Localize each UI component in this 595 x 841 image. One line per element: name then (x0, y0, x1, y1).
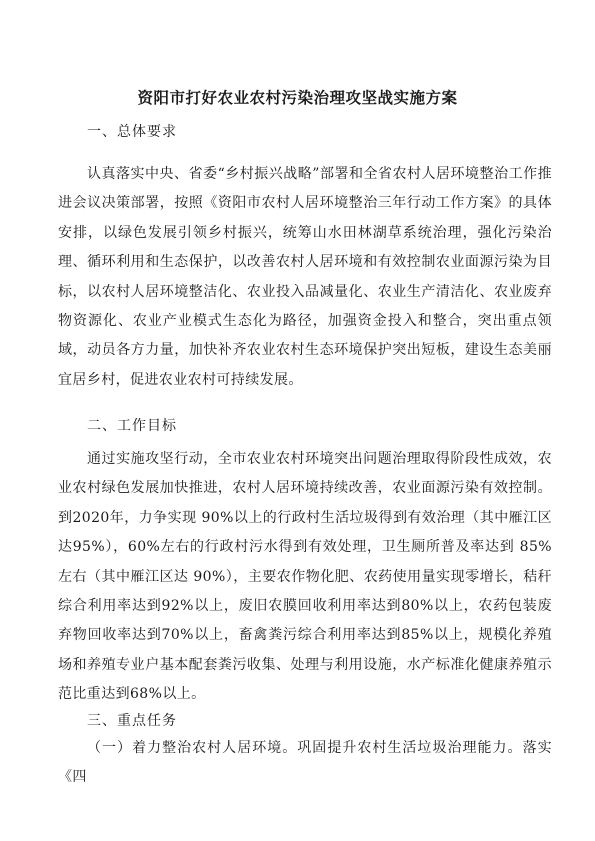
section-body-general-requirements: 认真落实中央、省委“乡村振兴战略”部署和全省农村人居环境整治工作推进会议决策部署，按照《资阳市农村人居环境整治三年行动工作方案》的具体安排，以绿色发展引领乡村振兴，统筹山水田林湖草系统治理，强化污染治理、循环利用和生态保护，以改善农村人居环境和有效控制农业面源污染为目标，以农村人居环境整洁化、农业投入品减量化、农业生产清洁化、农业废弃物资源化、农业产业模式生态化为路径，加强资金投入和整合，突出重点领域，动员各方力量，加快补齐农业农村生态环境保护突出短板，建设生态美丽宜居乡村，促进农业农村可持续发展。 (58, 166, 552, 388)
section-body-work-goals: 通过实施攻坚行动，全市农业农村环境突出问题治理取得阶段性成效，农业农村绿色发展加快推进，农村人居环境持续改善，农业面源污染有效控制。到2020年，力争实现 90%以上的行政村生活垃圾得到有效治理（其中雁江区达95%），60%左右的行政村污水得到有效处理，卫生厕所普及率达到 85%左右（其中雁江区达 90%），主要农作物化肥、农药使用量实现零增长，秸秆综合利用率达到92%以上，废旧农膜回收利用率达到80%以上，农药包装废弃物回收率达到70%以上，畜禽粪污综合利用率达到85%以上，规模化养殖场和养殖专业户基本配套粪污收集、处理与利用设施，水产标准化健康养殖示范比重达到68%以上。 (58, 451, 552, 703)
section-body-key-tasks: （一）着力整治农村人居环境。巩固提升农村生活垃圾治理能力。落实《四 (58, 740, 552, 786)
section-heading-key-tasks: 三、重点任务 (87, 713, 177, 729)
document-title: 资阳市打好农业农村污染治理攻坚战实施方案 (137, 89, 458, 107)
section-heading-general-requirements: 一、总体要求 (87, 124, 177, 140)
section-heading-work-goals: 二、工作目标 (87, 418, 177, 434)
